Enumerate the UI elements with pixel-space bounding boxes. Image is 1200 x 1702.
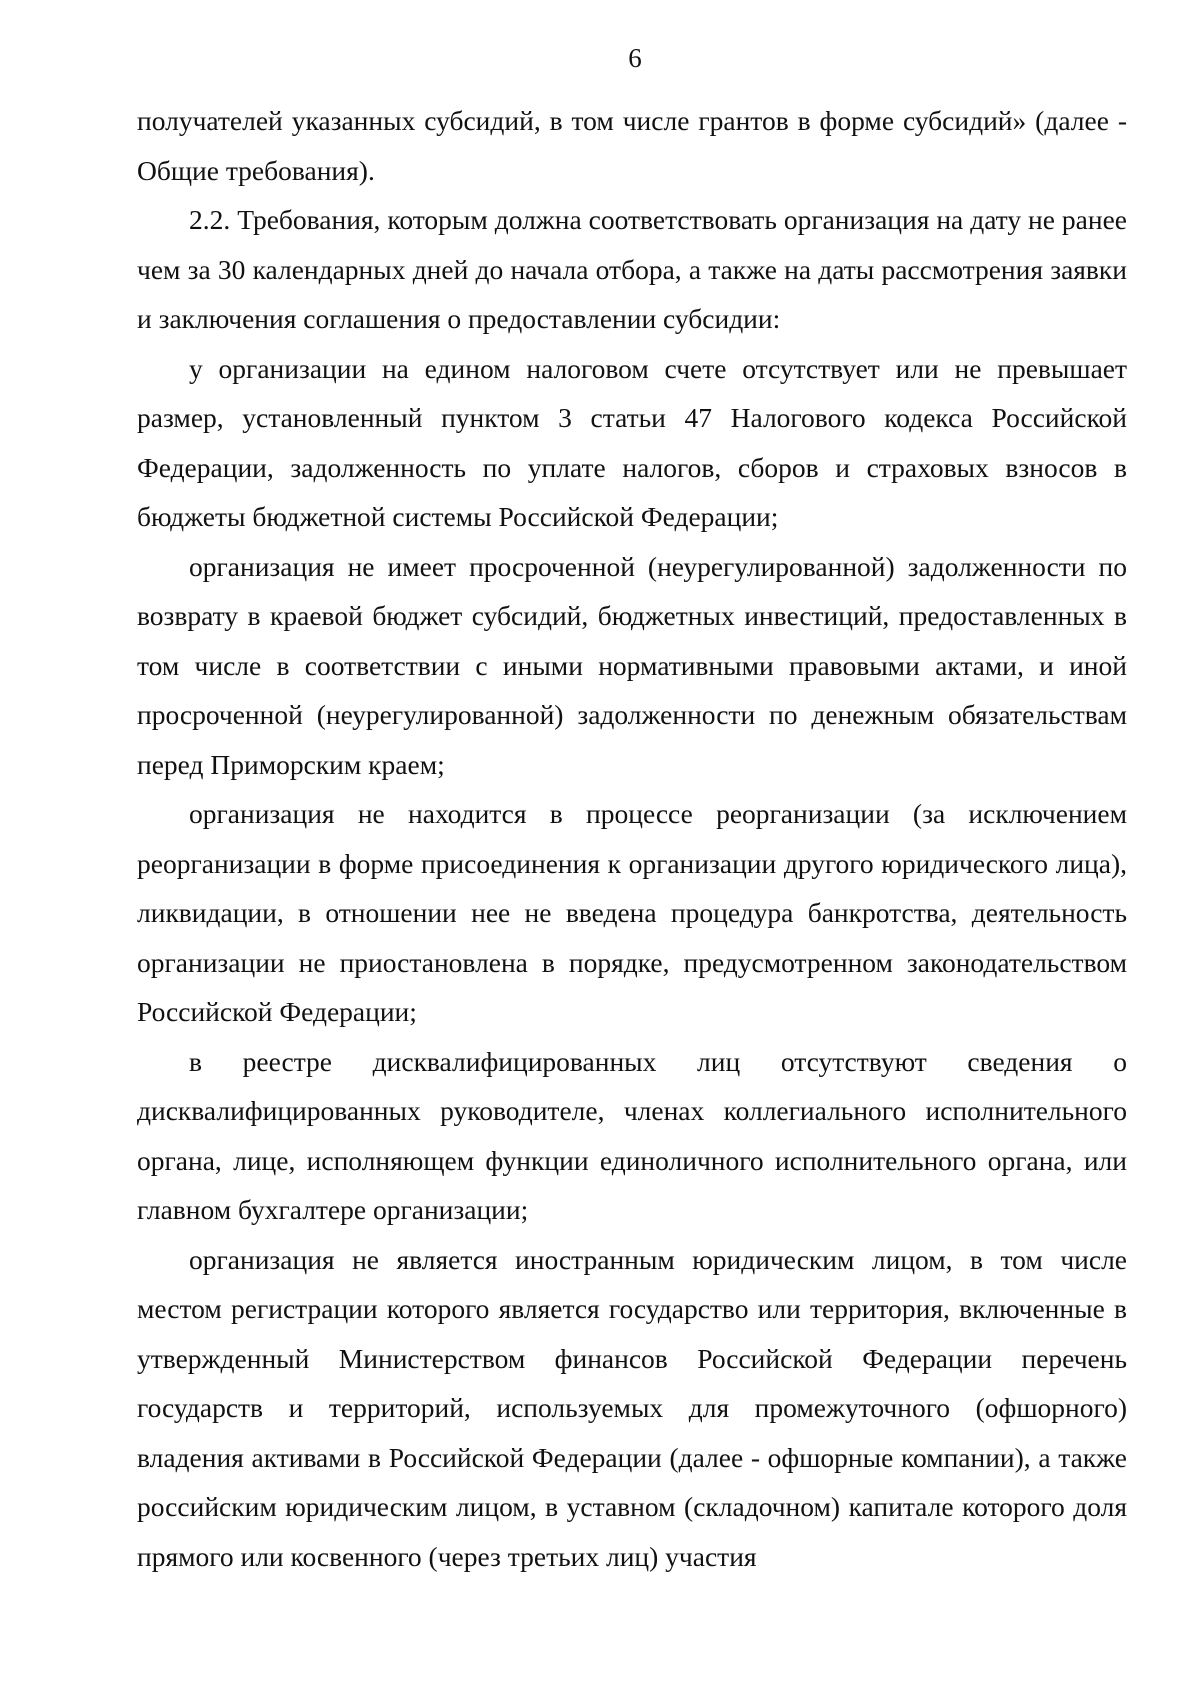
paragraph-foreign-entity: организация не является иностранным юридическим лицом, в том числе местом регистрации которого является государство или территория, включенные в утвержденный Министерством финансов Российской Федерации перечень государств и территорий, используемых для промежуточного (офшорного) владения активами в Российской Федерации (далее - офшорные компании), а также российским юридическим лицом, в уставном (складочном) капитале которого доля прямого или косвенного (через третьих лиц) участия	[137, 1243, 1127, 1572]
paragraph-continuation: получателей указанных субсидий, в том числе грантов в форме субсидий» (далее - Общие требования).	[137, 105, 1127, 186]
page-number: 6	[628, 43, 642, 73]
document-body	[137, 96, 1127, 1581]
paragraph-disqualified-persons: в реестре дисквалифицированных лиц отсутствуют сведения о дисквалифицированных руководителе, членах коллегиального исполнительного органа, лице, исполняющем функции единоличного исполнительного органа, или главном бухгалтере организации;	[137, 1045, 1127, 1225]
paragraph-tax-debt: у организации на едином налоговом счете отсутствует или не превышает размер, установленный пунктом 3 статьи 47 Налогового кодекса Российской Федерации, задолженность по уплате налогов, сборов и страховых взносов в бюджеты бюджетной системы Российской Федерации;	[137, 352, 1127, 532]
paragraph-overdue-debt: организация не имеет просроченной (неурегулированной) задолженности по возврату в краевой бюджет субсидий, бюджетных инвестиций, предоставленных в том числе в соответствии с иными нормативными правовыми актами, и иной просроченной (неурегулированной) задолженности по денежным обязательствам перед Приморским краем;	[137, 550, 1127, 780]
paragraph-section-2-2: 2.2. Требования, которым должна соответствовать организация на дату не ранее чем за 30 календарных дней до начала отбора, а также на даты рассмотрения заявки и заключения соглашения о предоставлении субсидии:	[137, 204, 1127, 334]
paragraph-reorganization: организация не находится в процессе реорганизации (за исключением реорганизации в форме присоединения к организации другого юридического лица), ликвидации, в отношении нее не введена процедура банкротства, деятельность организации не приостановлена в порядке, предусмотренном законодательством Российской Федерации;	[137, 798, 1127, 1027]
